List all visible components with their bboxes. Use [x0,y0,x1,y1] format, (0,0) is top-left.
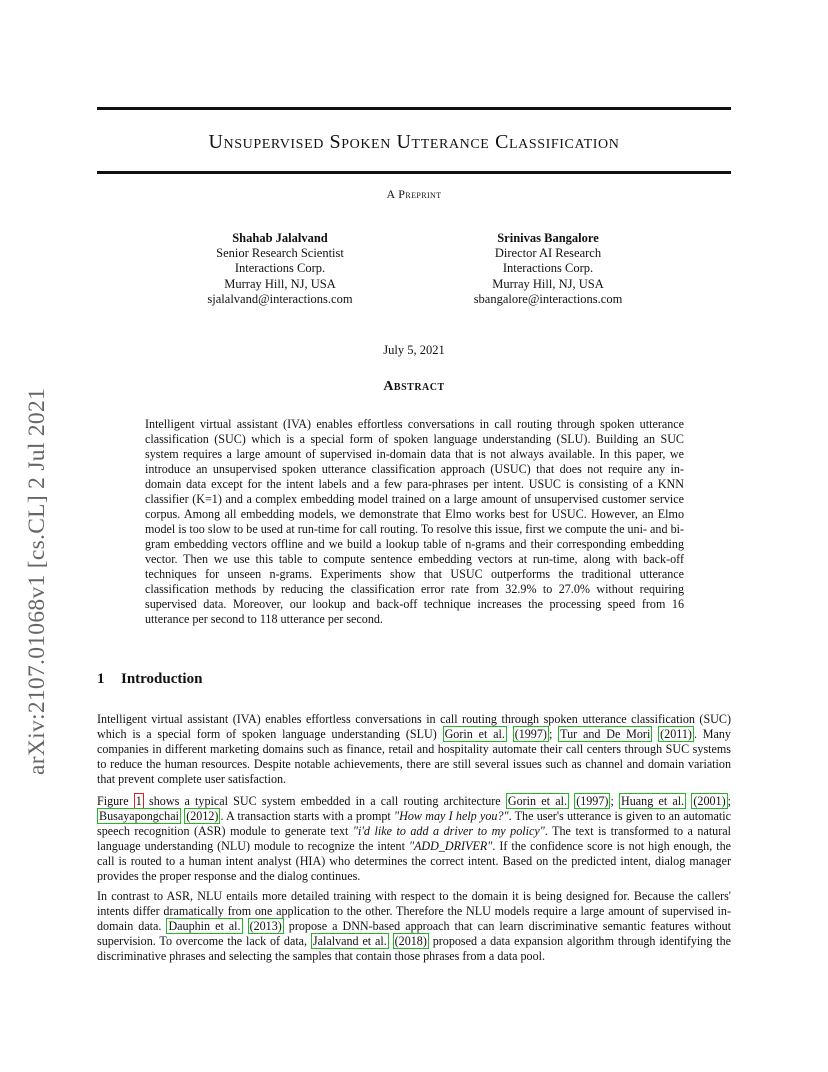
author-email[interactable]: sjalalvand@interactions.com [207,291,353,306]
intent-quote: "ADD_DRIVER" [408,839,493,853]
citation-link[interactable]: Gorin et al. [444,727,505,741]
author-name: Srinivas Bangalore [497,231,599,245]
figure-link[interactable]: 1 [135,794,142,808]
text-run: ; [548,727,559,741]
citation-link[interactable]: Huang et al. [621,794,685,808]
author-role: Senior Research Scientist [216,246,344,261]
citation-link[interactable]: (2011) [660,727,692,741]
author-location: Murray Hill, NJ, USA [224,276,336,291]
author-role: Director AI Research [494,246,602,261]
text-run [507,727,513,741]
intro-paragraph-2 [97,794,731,884]
citation-link[interactable]: (2012) [186,809,219,823]
author-block-1 [170,231,390,307]
section-heading [97,671,202,688]
text-run [243,919,248,933]
text-run: . If the confidence score is not high enough, the call is routed to a human intent analyst (HIA) who determines the correct intent. Based on the predicted intent, dialog manager provides the proper response and the dialog continues. [97,839,731,883]
text-run: . The text is transformed to a natural language understanding (NLU) module to recognize the intent [97,824,731,853]
text-run: propose a DNN-based approach that can learn discriminative semantic features without supervision. To overcome the lack of data, [97,919,731,948]
text-run: shows a typical SUC system embedded in a call routing architecture [143,794,506,808]
section-title: Introduction [121,671,203,687]
citation-link[interactable]: Gorin et al. [507,794,567,808]
author-location: Murray Hill, NJ, USA [492,276,604,291]
title-rule-top [97,107,731,110]
author-org: Interactions Corp. [234,261,326,276]
author-block-2 [438,231,658,307]
abstract-heading: Abstract [383,379,445,394]
preprint-label: A Preprint [386,187,442,201]
text-run: ; [727,794,731,808]
intro-paragraph-3 [97,889,731,964]
citation-link[interactable]: (2001) [693,794,726,808]
citation-link[interactable]: (2013) [249,919,282,933]
citation-link[interactable]: (2018) [394,934,427,948]
section-number: 1 [97,671,105,687]
paper-title: Unsupervised Spoken Utterance Classification [208,131,620,153]
citation-link[interactable]: Dauphin et al. [168,919,241,933]
text-run: . Many companies in different marketing domains such as finance, retail and hospitality automate their call centers through SUC systems to reduce the human resources. Despite notable achievements, there are still several issues such as channel and domain variation that prevent complete user satisfaction. [97,727,731,786]
text-run: proposed a data expansion algorithm through identifying the discriminative phrases and selecting the samples that contain those phrases from a data pool. [97,934,732,963]
abstract-text: Intelligent virtual assistant (IVA) enables effortless conversations in call routing through spoken utterance classification (SUC) which is a special form of spoken language understanding (SLU). Building an SUC system requires a large amount of supervised in-domain data that is not always available. In this paper, we introduce an unsupervised spoken utterance classification approach (USUC) that does not require any in-domain data except for the intent labels and a few para-phrases per intent. USUC is consisting of a KNN classifier (K=1) and a complex embedding model trained on a large amount of unsupervised customer service corpus. Among all embedding models, we demonstrate that Elmo works best for USUC. However, an Elmo model is too slow to be used at run-time for call routing. To resolve this issue, first we compute the uni- and bi-gram embedding vectors offline and we build a lookup table of n-grams and their corresponding embedding vector. Then we use this table to compute sentence embedding vectors at run-time, along with back-off techniques for unseen n-grams. Experiments show that USUC outperforms the traditional utterance classification methods by reducing the classification error rate from 32.9% to 27.0% without requiring supervised data. Moreover, our lookup and back-off technique increases the processing speed from 16 utterance per second to 118 utterance per second. [145,417,684,626]
citation-link[interactable]: Busayapongchai [99,809,179,823]
utterance-quote: "i'd like to add a driver to my policy" [352,824,545,838]
text-run: Figure [97,794,134,808]
text-run: Intelligent virtual assistant (IVA) enables effortless conversations in call routing through spoken utterance classification (SUC) which is a special form of spoken language understanding (SLU) [97,712,731,741]
text-run: In contrast to ASR, NLU entails more detailed training with respect to the domain it is being designed for. Because the callers' intents differ dramatically from one application to the other. Therefore the NLU models require a large amount of supervised in-domain data. [97,889,731,933]
intro-paragraph-1 [97,712,731,787]
author-name: Shahab Jalalvand [232,231,328,245]
author-email[interactable]: sbangalore@interactions.com [473,291,623,306]
text-run: ; [610,794,620,808]
arxiv-stamp: arXiv:2107.01068v1 [cs.CL] 2 Jul 2021 [24,387,50,775]
text-run: . A transaction starts with a prompt [220,809,395,823]
citation-link[interactable]: (1997) [514,727,547,741]
citation-link[interactable]: Tur and De Mori [560,727,651,741]
text-run: . The user's utterance is given to an automatic speech recognition (ASR) module to generate text [97,809,731,838]
title-rule-bottom [97,171,731,174]
citation-link[interactable]: Jalalvand et al. [312,934,387,948]
publication-date: July 5, 2021 [383,343,445,357]
citation-link[interactable]: (1997) [576,794,609,808]
prompt-quote: "How may I help you?" [394,809,509,823]
author-org: Interactions Corp. [502,261,594,276]
